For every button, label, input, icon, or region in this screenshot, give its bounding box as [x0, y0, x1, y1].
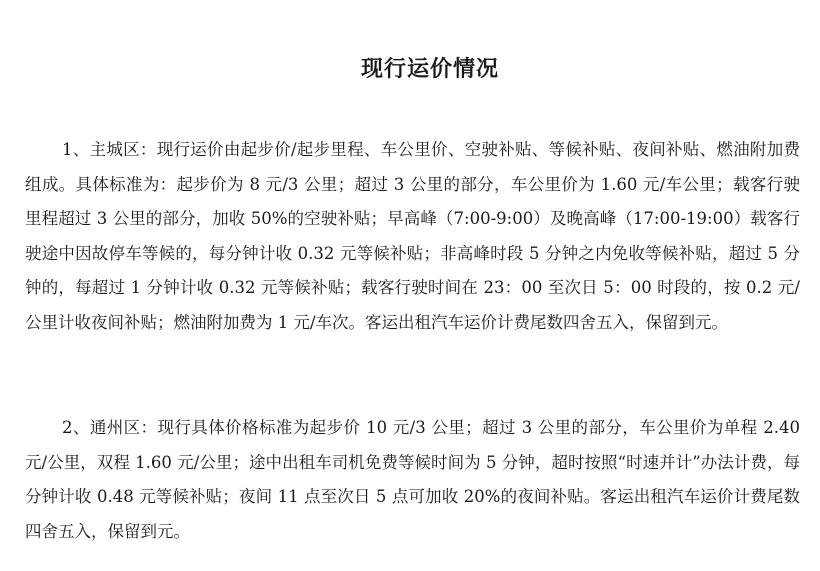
document-title: 现行运价情况 [360, 56, 499, 82]
paragraph-main-city: 1、主城区：现行运价由起步价/起步里程、车公里价、空驶补贴、等候补贴、夜间补贴、燃油附加费组成。具体标准为：起步价为 8 元/3 公里；超过 3 公里的部分，车公里价为 1.60 元/车公里；载客行驶里程超过 3 公里的部分，加收 50%的空驶补贴；早高峰（7:00-9:00）及晚高峰（17:00-19:00）载客行驶途中因故停车等候的，每分钟计收 0.32 元等候补贴；非高峰时段 5 分钟之内免收等候补贴，超过 5 分钟的，每超过 1 分钟计收 0.32 元等候补贴；载客行驶时间在 23：00 至次日 5：00 时段的，按 0.2 元/公里计收夜间补贴；燃油附加费为 1 元/车次。客运出租汽车运价计费尾数四舍五入，保留到元。 [25, 140, 800, 332]
paragraph-tongzhou: 2、通州区：现行具体价格标准为起步价 10 元/3 公里；超过 3 公里的部分，车公里价为单程 2.40 元/公里，双程 1.60 元/公里；途中出租车司机免费等候时间为 5 分钟，超时按照“时速并计”办法计费，每分钟计收 0.48 元等候补贴；夜间 11 点至次日 5 点可加收 20%的夜间补贴。客运出租汽车运价计费尾数四舍五入，保留到元。 [25, 418, 800, 541]
